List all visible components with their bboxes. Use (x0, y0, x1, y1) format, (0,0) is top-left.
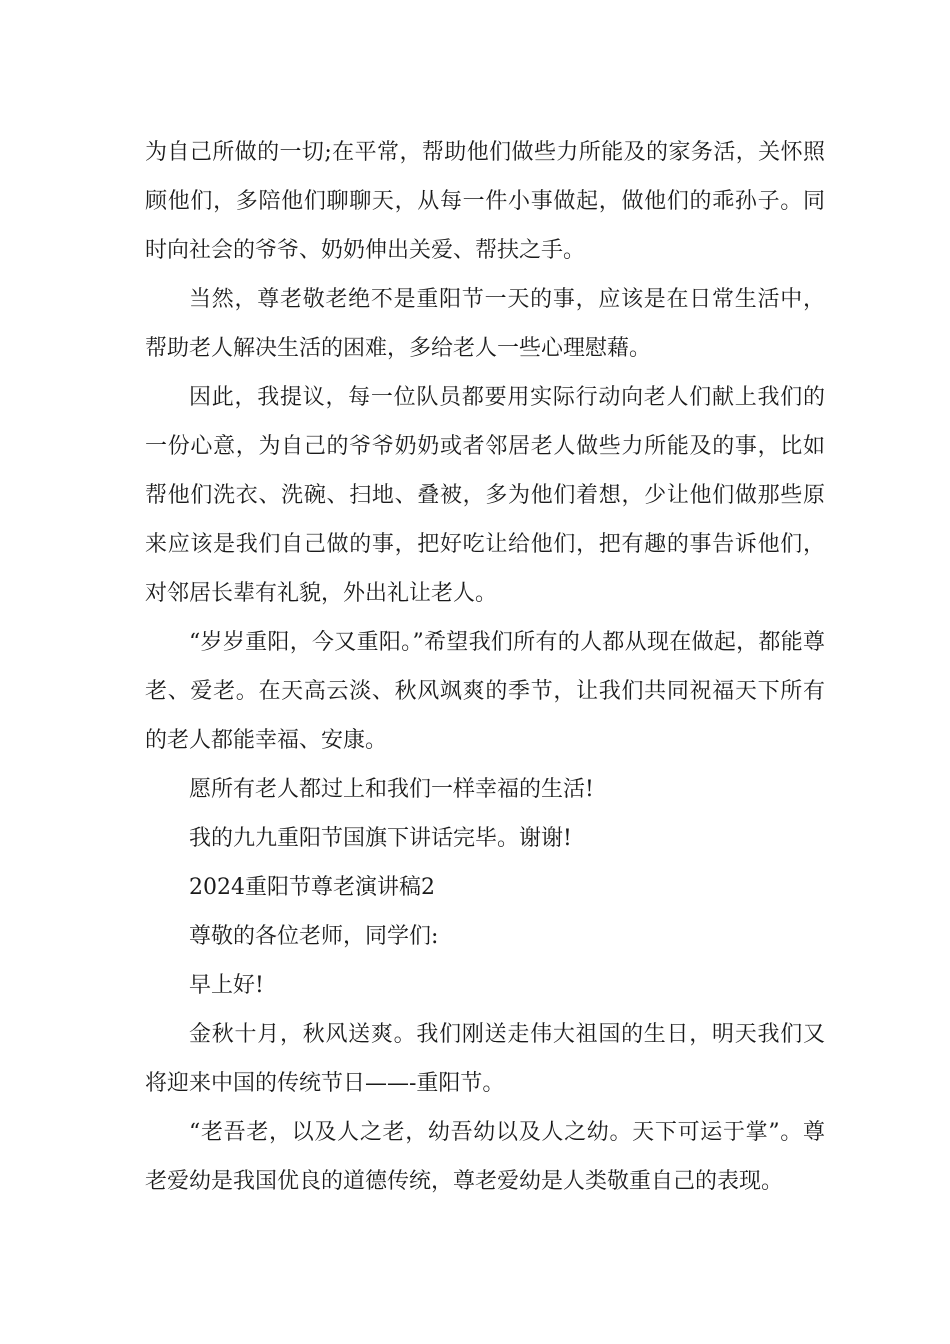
greeting: 早上好! (189, 973, 264, 998)
salutation: 尊敬的各位老师，同学们: (189, 924, 439, 949)
paragraph: 因此，我提议，每一位队员都要用实际行动向老人们献上我们的一份心意，为自己的爷爷奶奶或者邻居老人做些力所能及的事，比如帮他们洗衣、洗碗、扫地、叠被，多为他们着想，少让他们做那些原来应该是我们自己做的事，把好吃让给他们，把有趣的事告诉他们，对邻居长辈有礼貌，外出礼让老人。 (145, 385, 825, 606)
section-heading: 2024重阳节尊老演讲稿2 (189, 875, 435, 900)
paragraph: 愿所有老人都过上和我们一样幸福的生活! (189, 777, 594, 802)
paragraph: 金秋十月，秋风送爽。我们刚送走伟大祖国的生日，明天我们又将迎来中国的传统节日——-重阳节。 (145, 1022, 825, 1096)
paragraph: 当然，尊老敬老绝不是重阳节一天的事，应该是在日常生活中，帮助老人解决生活的困难，多给老人一些心理慰藉。 (145, 287, 825, 361)
paragraph-continuation: 为自己所做的一切;在平常，帮助他们做些力所能及的家务活，关怀照顾他们，多陪他们聊聊天，从每一件小事做起，做他们的乖孙子。同时向社会的爷爷、奶奶伸出关爱、帮扶之手。 (145, 140, 825, 263)
paragraph: 我的九九重阳节国旗下讲话完毕。谢谢! (189, 826, 572, 851)
paragraph: “岁岁重阳，今又重阳。”希望我们所有的人都从现在做起，都能尊老、爱老。在天高云淡、秋风飒爽的季节，让我们共同祝福天下所有的老人都能幸福、安康。 (145, 630, 825, 753)
document-body (145, 128, 825, 1206)
paragraph: “老吾老，以及人之老，幼吾幼以及人之幼。天下可运于掌”。尊老爱幼是我国优良的道德传统，尊老爱幼是人类敬重自己的表现。 (145, 1120, 825, 1194)
